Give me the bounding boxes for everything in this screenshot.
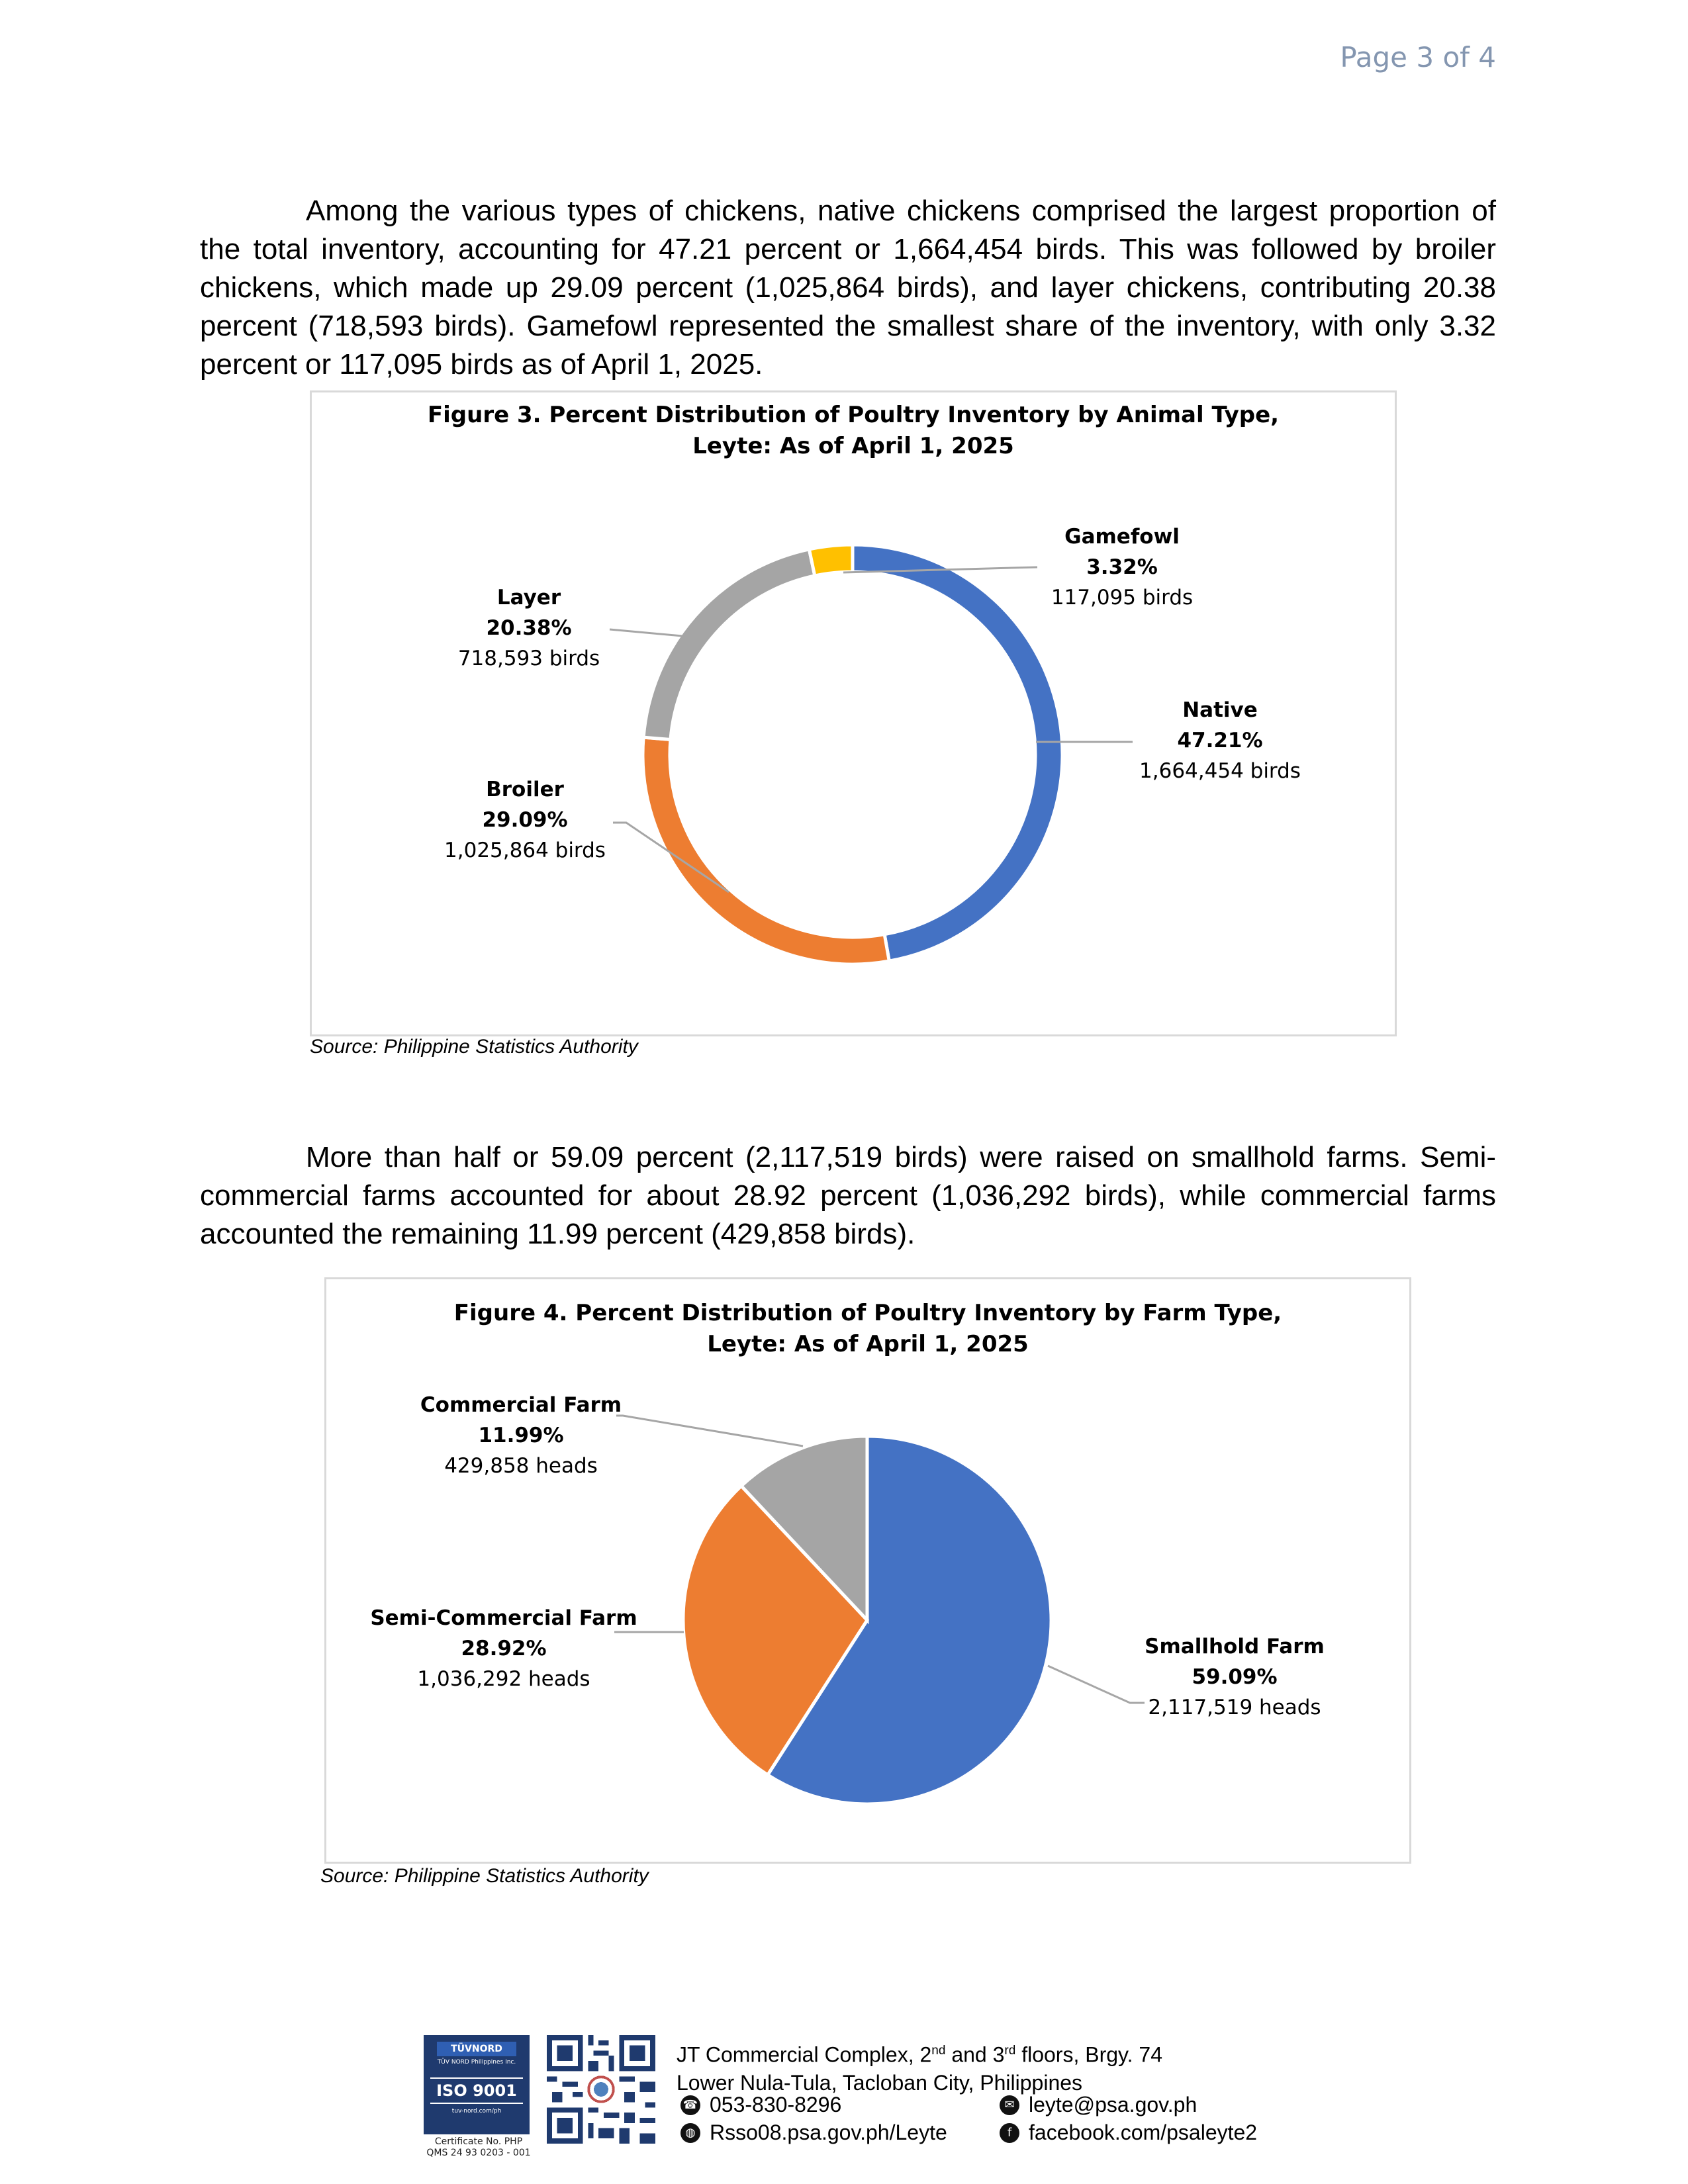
cert-sub: TÜV NORD Philippines Inc. xyxy=(437,2059,516,2066)
certificate-number-line2: QMS 24 93 0203 - 001 xyxy=(426,2148,531,2158)
slice-native xyxy=(853,545,1062,961)
qr-code-icon xyxy=(547,2035,655,2144)
leader-line-layer xyxy=(610,629,682,636)
globe-icon: ◍ xyxy=(680,2123,700,2143)
slice-layer xyxy=(643,549,815,740)
label-gamefowl-count: 117,095 birds xyxy=(1051,586,1194,610)
label-smallhold-percent: 59.09% xyxy=(1192,1665,1278,1689)
leader-line-smallhold xyxy=(1048,1666,1145,1703)
label-native-count: 1,664,454 birds xyxy=(1139,759,1301,783)
paragraph-farm-type: More than half or 59.09 percent (2,117,519 birds) were raised on smallhold farms. Semi-commercial farms accounted for about 28.92 percent (1,036,292 birds), while commercial farms accounted the remaining 11.99 percent (429,858 birds). xyxy=(200,1141,1496,1250)
paragraph-animal-type: Among the various types of chickens, native chickens comprised the largest proportion of the total inventory, accounting for 47.21 percent or 1,664,454 birds. This was followed by broiler chickens, which made up 29.09 percent (1,025,864 birds), and layer chickens, contributing 20.38 percent (718,593 birds). Gamefowl represented the smallest share of the inventory, with only 3.32 percent or 117,095 birds as of April 1, 2025. xyxy=(200,195,1496,381)
label-gamefowl-name: Gamefowl xyxy=(1064,525,1180,549)
certificate-number xyxy=(416,2136,541,2159)
figure-3-chart xyxy=(310,390,1397,1036)
label-broiler-name: Broiler xyxy=(486,778,564,801)
label-broiler-percent: 29.09% xyxy=(482,808,568,832)
label-native-name: Native xyxy=(1182,698,1258,722)
label-commercial-count: 429,858 heads xyxy=(444,1454,598,1478)
certificate-number-line1: Certificate No. PHP xyxy=(434,2136,523,2147)
slice-gamefowl xyxy=(809,545,853,576)
figure-3-source: Source: Philippine Statistics Authority xyxy=(310,1036,638,1058)
facebook-icon: f xyxy=(1000,2123,1019,2143)
leader-line-commercial xyxy=(616,1416,803,1446)
figure-4-title-line1: Figure 4. Percent Distribution of Poultry Inventory by Farm Type, xyxy=(453,1300,1282,1326)
label-commercial-name: Commercial Farm xyxy=(420,1393,622,1417)
label-layer-percent: 20.38% xyxy=(486,616,572,640)
email-icon: ✉ xyxy=(1000,2095,1019,2115)
contact-website[interactable]: ◍ Rsso08.psa.gov.ph/Leyte xyxy=(680,2120,947,2145)
label-semi-commercial-name: Semi-Commercial Farm xyxy=(370,1606,637,1630)
figure-4-chart xyxy=(324,1277,1411,1864)
figure-3-title-line1: Figure 3. Percent Distribution of Poultry Inventory by Animal Type, xyxy=(427,402,1280,428)
label-semi-commercial-percent: 28.92% xyxy=(461,1637,547,1661)
office-address xyxy=(677,2037,1162,2097)
label-layer-name: Layer xyxy=(496,586,561,610)
contact-email[interactable]: ✉ leyte@psa.gov.ph xyxy=(1000,2093,1197,2117)
figure-4-source: Source: Philippine Statistics Authority xyxy=(320,1865,649,1887)
page-number: Page 3 of 4 xyxy=(1340,41,1496,73)
label-broiler-count: 1,025,864 birds xyxy=(444,839,606,862)
address-line-1: JT Commercial Complex, 2nd and 3rd floors, Brgy. 74 xyxy=(677,2042,1163,2067)
label-commercial-percent: 11.99% xyxy=(478,1424,564,1447)
label-gamefowl-percent: 3.32% xyxy=(1086,555,1158,579)
contact-facebook[interactable]: f facebook.com/psaleyte2 xyxy=(1000,2120,1257,2145)
figure-3-title-line2: Leyte: As of April 1, 2025 xyxy=(692,433,1014,459)
figure-4-title-line2: Leyte: As of April 1, 2025 xyxy=(707,1331,1029,1357)
label-semi-commercial-count: 1,036,292 heads xyxy=(417,1667,590,1691)
label-layer-count: 718,593 birds xyxy=(457,647,600,670)
contact-phone: ☎ 053-830-8296 xyxy=(680,2093,841,2117)
label-smallhold-name: Smallhold Farm xyxy=(1145,1635,1325,1659)
tuv-iso-certification-logo xyxy=(424,2035,530,2134)
cert-iso: ISO 9001 xyxy=(430,2077,523,2104)
phone-icon: ☎ xyxy=(680,2095,700,2115)
label-smallhold-count: 2,117,519 heads xyxy=(1148,1696,1321,1719)
slice-broiler xyxy=(643,737,889,964)
cert-url: tuv-nord.com/ph xyxy=(451,2108,502,2115)
label-native-percent: 47.21% xyxy=(1177,729,1263,752)
cert-brand: TÜVNORD xyxy=(437,2042,516,2056)
address-line-2: Lower Nula-Tula, Tacloban City, Philippines xyxy=(677,2070,1083,2095)
